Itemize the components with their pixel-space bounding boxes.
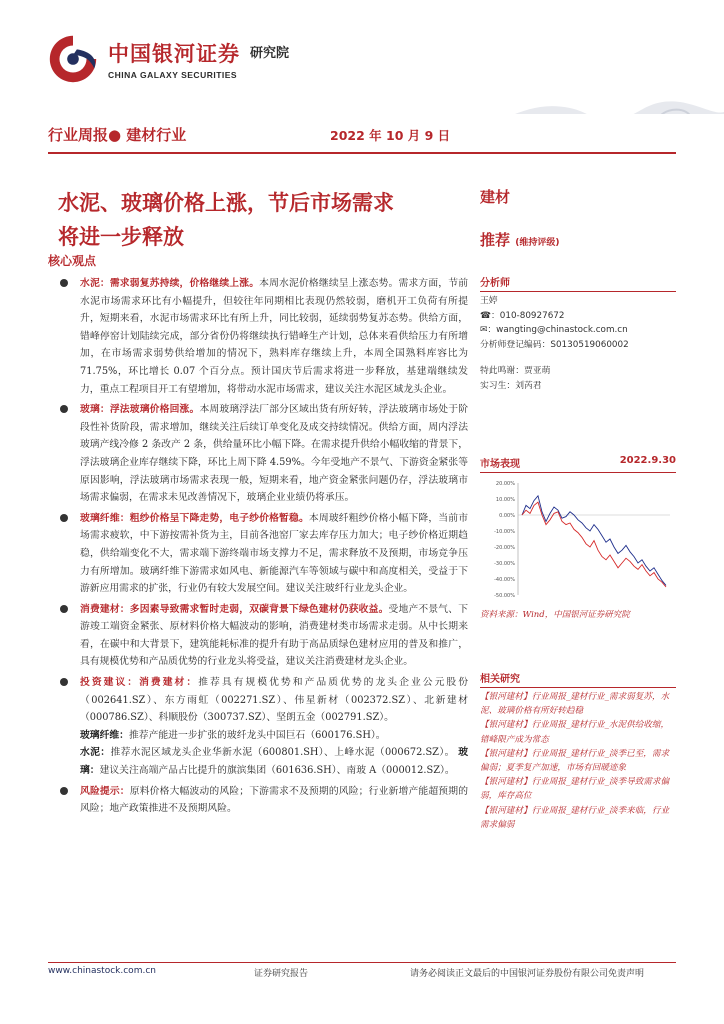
paragraph-lead: 投资建议：消费建材： — [80, 677, 199, 689]
paragraph-body: 本周水泥价格继续呈上涨态势。需求方面，节前水泥市场需求环比有小幅提升，但较往年同期相比表现仍然较弱，磨机开工负荷有所提升，短期来看，水泥市场需求环比有所上升，同比较弱，延续弱势复苏态势。供给方面，错峰停窑计划陆续完成，部分省份仍将继续执行错峰生产计划，总体来看供给压力有所增加，在市场需求弱势供给增加的情况下，熟料库存继续上升，本周全国熟料库容比为 71.75%，环比增长 0.07 个百分点。预计国庆节后需求将进一步释放，基建端继续发力，重点工程项目开工有望增加，将带动水泥市场需求，建议关注水泥区域龙头企业。 — [80, 278, 469, 395]
sub-lead: 水泥： — [80, 747, 111, 759]
y-tick-label: -20.00% — [494, 545, 515, 551]
main-content — [56, 275, 468, 821]
paragraph-lead: 风险提示： — [80, 785, 130, 797]
banner-divider — [48, 152, 676, 154]
analyst-header: 分析师 — [480, 274, 676, 292]
intern: 实习生：刘芮君 — [480, 380, 542, 391]
paragraph-investment — [56, 674, 468, 727]
footer-center: 证券研究报告 — [254, 969, 309, 979]
paragraph-risk — [56, 783, 468, 818]
related-item[interactable]: 【银河建材】行业周报_建材行业_水泥供给收缩，错峰限产成为常态 — [480, 720, 670, 745]
thanks: 特此鸣谢：贾亚萌 — [480, 366, 551, 376]
paragraph-body: 推荐具有规模优势和产品质优势的龙头企业公元股份（002641.SZ）、东方雨虹（002271.SZ）、伟星新材（002372.SZ）、北新建材（000786.SZ）、科顺股份（300737.SZ）、坚朗五金（002791.SZ）。 — [80, 677, 469, 724]
chart-date: 2022.9.30 — [619, 455, 676, 466]
sector-name: 建材 — [480, 188, 511, 206]
brand-name-en: CHINA GALAXY SECURITIES — [108, 70, 238, 80]
chart-header — [480, 455, 676, 473]
y-tick-label: 20.00% — [495, 481, 515, 487]
y-tick-label: 0.00% — [499, 513, 515, 519]
rating — [480, 229, 676, 250]
sidebar — [480, 186, 676, 832]
sub-lead: 玻璃纤维： — [80, 729, 129, 741]
report-date: 2022 年 10 月 9 日 — [330, 128, 451, 143]
paragraph-lead: 玻璃：浮法玻璃价格回涨。 — [80, 404, 200, 416]
y-tick-label: -50.00% — [494, 593, 515, 599]
y-tick-label: -30.00% — [494, 561, 515, 567]
paragraph-lead: 消费建材：多因素导致需求暂时走弱，双碳背景下绿色建材仍获收益。 — [80, 603, 389, 615]
sub-body: 建议关注高端产品占比提升的旗滨集团（601636.SH）、南玻 A（000012.SZ）。 — [99, 765, 455, 777]
paragraph-glass-fiber — [56, 510, 468, 598]
paragraph-consumer-building — [56, 601, 468, 671]
y-tick-label: -40.00% — [494, 577, 515, 583]
related-item[interactable]: 【银河建材】行业周报_建材行业_需求弱复苏，水泥、玻璃价格有所好转趋稳 — [480, 692, 670, 717]
investment-sub-fiber — [56, 727, 468, 745]
report-header — [0, 0, 724, 160]
y-tick-label: -10.00% — [494, 529, 515, 535]
brand-name-cn: 中国银河证券 — [108, 42, 240, 66]
bullet-icon — [60, 279, 68, 287]
brand-research: 研究院 — [250, 46, 290, 61]
footer-divider — [48, 962, 676, 963]
report-title-line1: 水泥、玻璃价格上涨，节后市场需求 — [58, 191, 394, 215]
core-viewpoint-label: 核心观点 — [48, 254, 97, 268]
report-title-line2: 将进一步释放 — [58, 225, 184, 249]
paragraph-lead: 水泥：需求弱复苏持续，价格继续上涨。 — [80, 278, 260, 289]
analyst-name: 王婷 — [480, 296, 498, 306]
paragraph-lead: 玻璃纤维：粗纱价格呈下降走势，电子纱价格暂稳。 — [80, 512, 309, 524]
related-item[interactable]: 【银河建材】行业周报_建材行业_淡季来临，行业需求偏弱 — [480, 805, 670, 830]
paragraph-glass — [56, 401, 468, 507]
paragraph-body: 本周玻璃浮法厂部分区域出货有所好转，浮法玻璃市场处于阶段性补货阶段，需求增加，继续关注后续订单变化及成交持续情况。供给方面，周内浮法玻璃产线冷修 2 条改产 2 条，供给量环比小幅下降。在需求提升供给小幅收缩的背景下，浮法玻璃企业库存继续下降，环比上周下降 4.59%。今年受地产不景气、下游资金紧张等原因影响，浮法玻璃市场需求表现一般，短期来看，地产资金紧张问题仍存，浮法玻璃市场需求偏弱，在需求未见改善情况下，玻璃企业业绩仍将承压。 — [80, 404, 469, 504]
paragraph-body: 本周玻纤粗纱价格小幅下降，当前市场需求疲软，中下游按需补货为主，目前各池窑厂家去库存压力加大；电子纱价格近期趋稳，供给端变化不大，需求端下游终端市场支撑力不足，需求释放不及预期，市场竞争压力有所增加。玻璃纤维下游需求如风电、新能源汽车等领域与碳中和高度相关，受益于下游新应用需求的扩张，行业仍有较大发展空间。建议关注玻纤行业龙头企业。 — [80, 512, 469, 595]
bullet-icon — [60, 678, 68, 686]
analyst-license: 分析师登记编码：S0130519060002 — [480, 339, 629, 350]
rating-value: 推荐 — [480, 231, 511, 249]
report-banner — [0, 114, 724, 158]
paragraph-cement — [56, 275, 468, 398]
brand-logo — [44, 30, 289, 88]
chart-title: 市场表现 — [480, 459, 520, 470]
market-performance-chart — [480, 477, 676, 603]
bullet-icon — [60, 787, 68, 795]
footer-disclaimer: 请务必阅读正文最后的中国银河证券股份有限公司免责声明 — [410, 969, 645, 979]
bullet-icon — [60, 605, 68, 613]
sub-lead: 玻璃： — [80, 747, 468, 777]
investment-sub-cement — [56, 744, 468, 779]
analyst-phone: ☎：010-80927672 — [480, 310, 565, 321]
sub-body: 推荐产能进一步扩张的玻纤龙头中国巨石（600176.SH）。 — [128, 729, 386, 741]
paragraph-body: 受地产不景气、下游竣工端资金紧张、原材料价格大幅波动的影响，消费建材类市场需求走弱。从中长期来看，在碳中和大背景下，建筑能耗标准的提升有助于高品质绿色建材应用的普及和推广，具有规模优势和产品质优势的行业龙头将受益，建议关注消费建材龙头企业。 — [80, 603, 469, 668]
report-type: 行业周报● 建材行业 — [48, 126, 187, 144]
related-item[interactable]: 【银河建材】行业周报_建材行业_淡季已至，需求偏弱；夏季复产加速，市场有回暖迹象 — [480, 748, 670, 774]
report-title — [58, 186, 468, 254]
galaxy-logo-icon — [44, 30, 102, 88]
chart-source: 资料来源：Wind，中国银河证券研究院 — [480, 610, 630, 620]
bullet-icon — [60, 405, 68, 413]
related-item[interactable]: 【银河建材】行业周报_建材行业_淡季导致需求偏弱，库存高位 — [480, 777, 670, 802]
bullet-icon — [60, 514, 68, 522]
related-research-list — [480, 690, 676, 832]
rating-note: (维持评级) — [515, 238, 560, 248]
sub-body: 推荐水泥区域龙头企业华新水泥（600801.SH）、上峰水泥（000672.SZ）。 — [110, 747, 455, 759]
paragraph-body: 原料价格大幅波动的风险；下游需求不及预期的风险；行业新增产能超预期的风险；地产政策推进不及预期风险。 — [80, 785, 469, 815]
related-research-header: 相关研究 — [480, 670, 676, 688]
analyst-email[interactable]: ✉：wangting@chinastock.com.cn — [480, 325, 628, 335]
footer-url[interactable]: www.chinastock.com.cn — [48, 966, 156, 976]
y-tick-label: 10.00% — [495, 497, 515, 503]
